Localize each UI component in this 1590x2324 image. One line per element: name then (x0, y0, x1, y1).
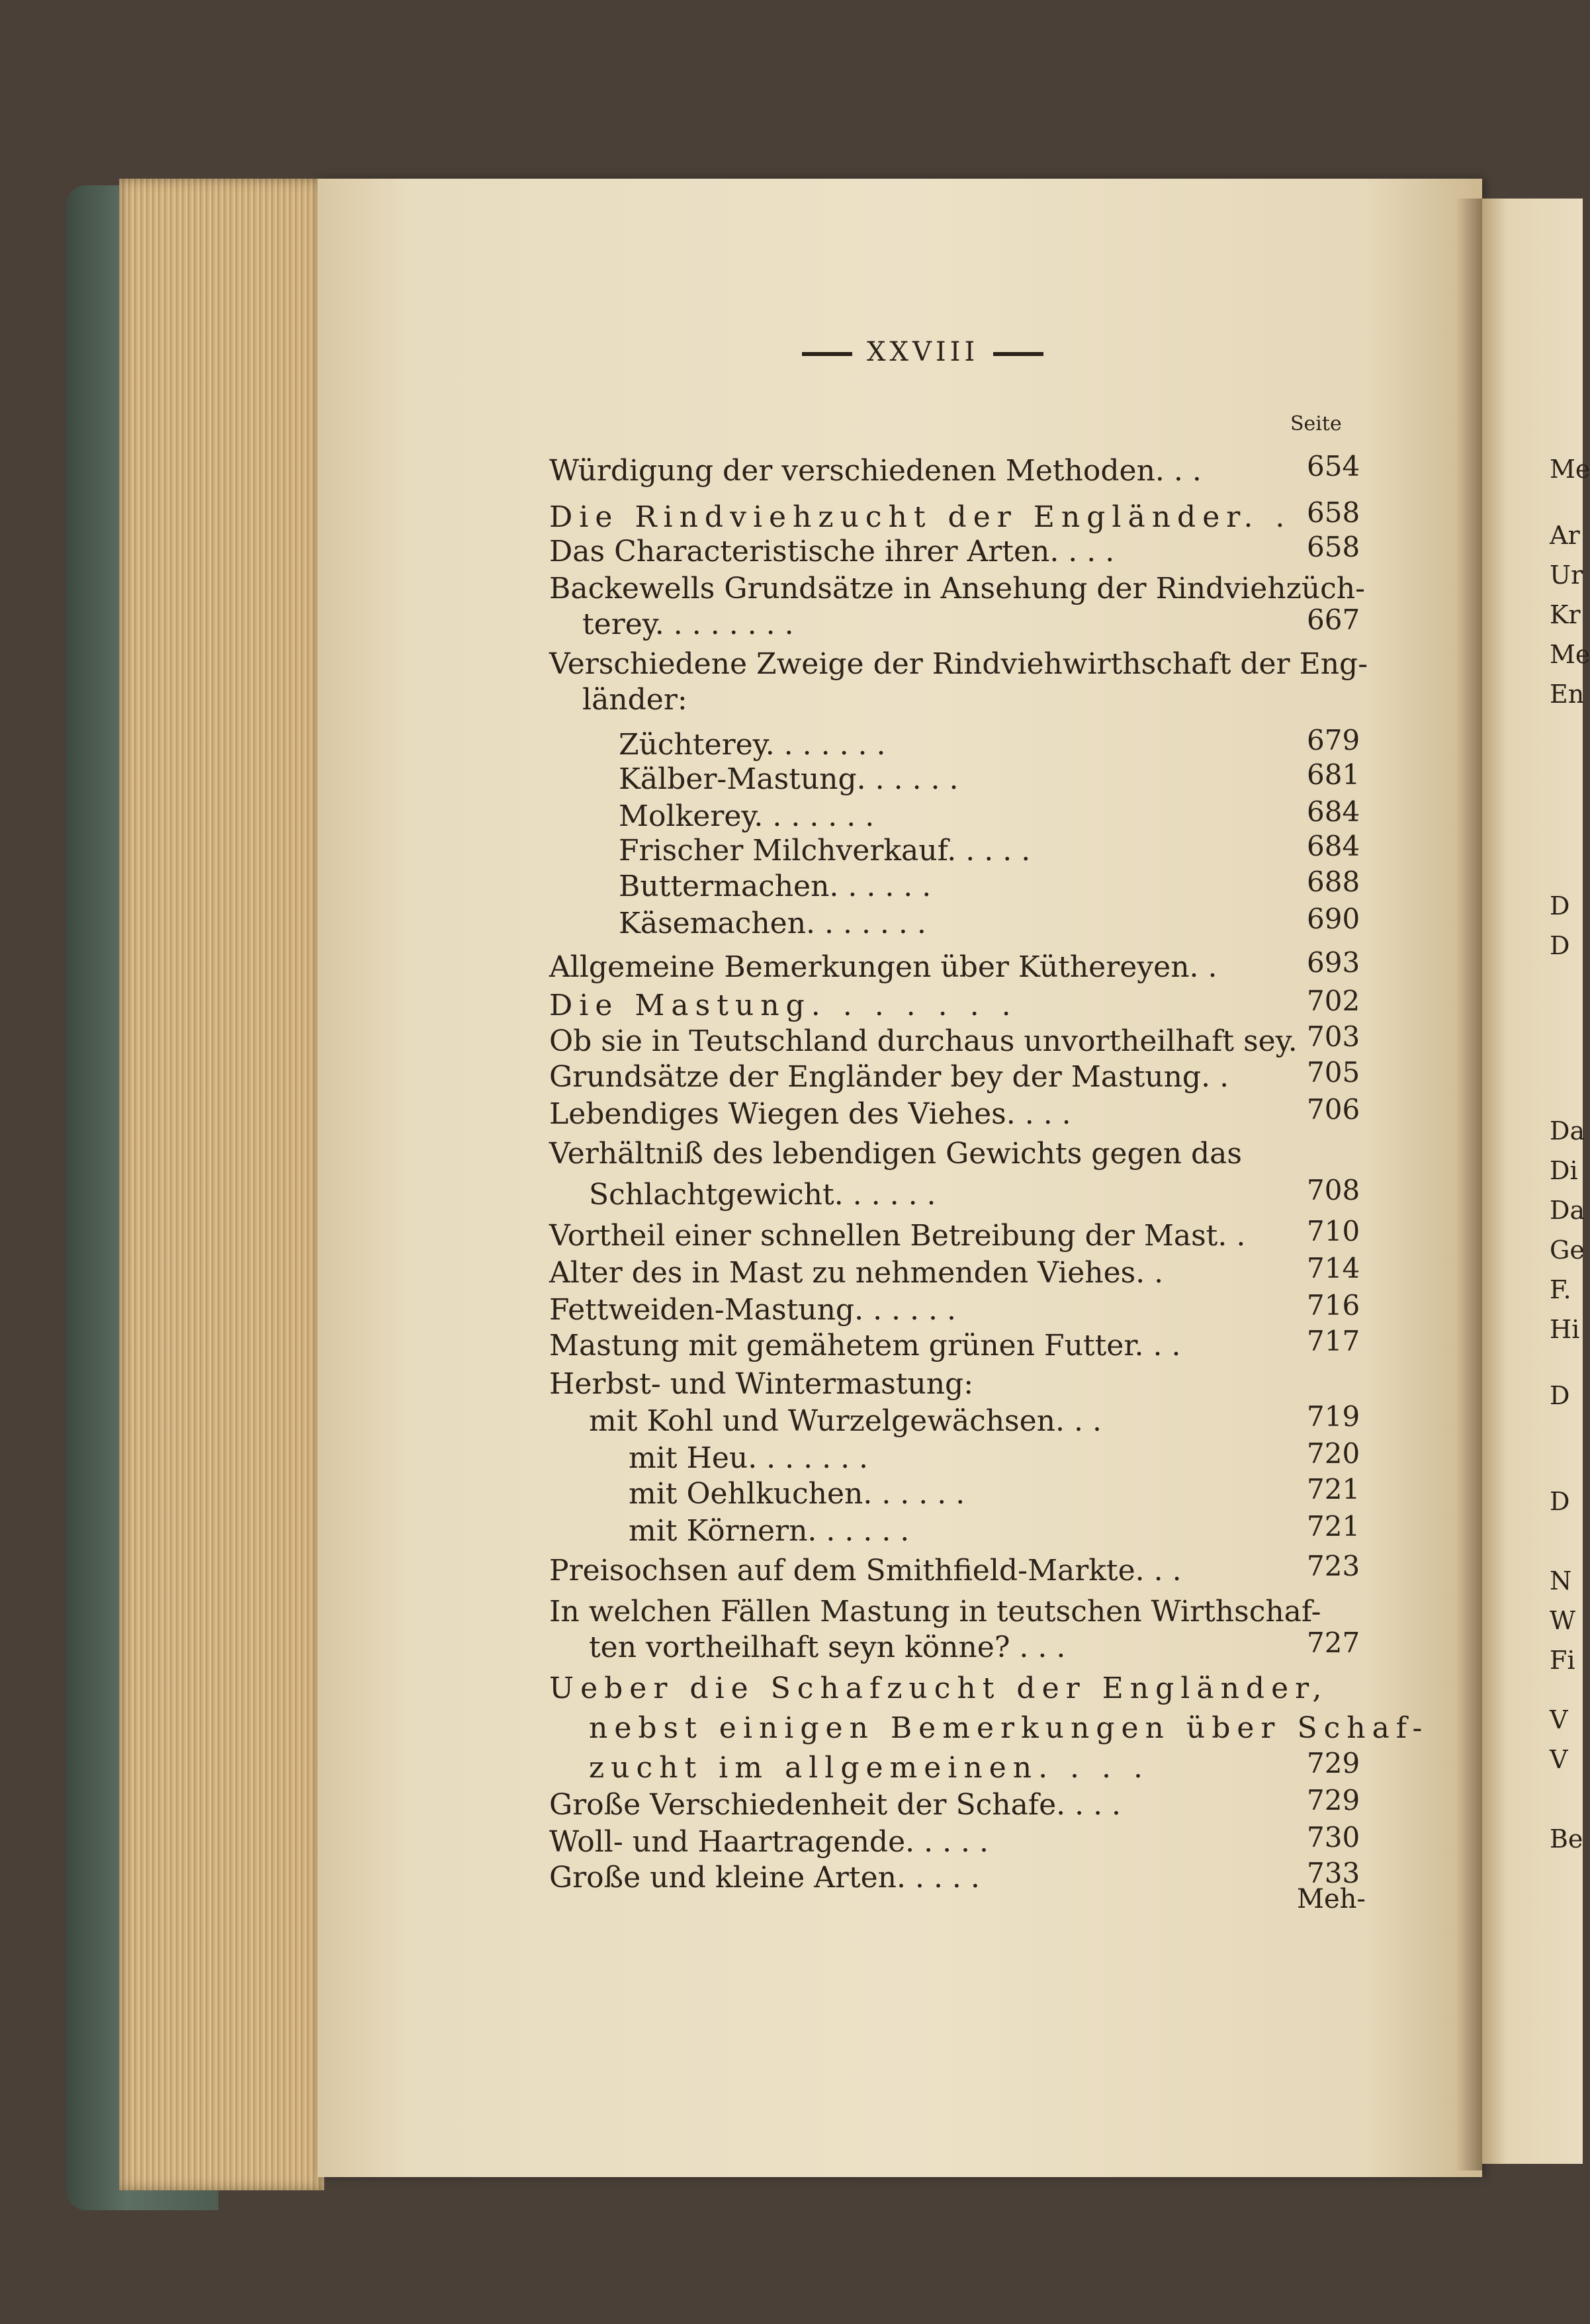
facing-page-fragment: Da (1550, 1196, 1585, 1225)
facing-page-fragment: F. (1550, 1275, 1571, 1304)
facing-page-fragment: W (1550, 1606, 1576, 1635)
toc-entry: Große Verschiedenheit der Schafe. . . . (549, 1788, 1122, 1822)
facing-page-fragment: Me (1550, 455, 1590, 484)
toc-page-number: 690 (1307, 903, 1360, 935)
toc-entry: Grundsätze der Engländer bey der Mastung. . (549, 1060, 1229, 1094)
toc-entry: Kälber-Mastung. . . . . . (619, 762, 959, 796)
facing-page-fragment: Kr (1550, 600, 1581, 629)
toc-page-number: 702 (1307, 985, 1360, 1017)
toc-entry: Ueber die Schafzucht der Engländer, (549, 1672, 1329, 1705)
facing-page-fragment: Ar (1550, 521, 1580, 550)
facing-page-fragment: V (1550, 1705, 1568, 1734)
toc-entry: Züchterey. . . . . . . (619, 728, 886, 762)
toc-page-number: 723 (1307, 1550, 1360, 1582)
facing-page-fragment: D (1550, 931, 1570, 960)
header-rule-right (993, 352, 1043, 356)
toc-entry: Schlachtgewicht. . . . . . (589, 1178, 936, 1212)
toc-entry: Mastung mit gemähetem grünen Futter. . . (549, 1329, 1181, 1363)
toc-page-number: 684 (1307, 830, 1360, 862)
toc-entry: ten vortheilhaft seyn könne? . . . (589, 1631, 1066, 1664)
facing-page-fragment: Be (1550, 1824, 1583, 1854)
toc-entry: Das Characteristische ihrer Arten. . . . (549, 535, 1115, 568)
toc-page-number: 688 (1307, 866, 1360, 898)
facing-page-fragment: Di (1550, 1156, 1578, 1185)
facing-page-fragment: V (1550, 1745, 1568, 1774)
toc-entry: Allgemeine Bemerkungen über Küthereyen. . (549, 950, 1217, 984)
toc-entry: mit Heu. . . . . . . (629, 1441, 869, 1475)
toc-entry: Lebendiges Wiegen des Viehes. . . . (549, 1097, 1071, 1131)
toc-entry: Woll- und Haartragende. . . . . (549, 1825, 989, 1859)
toc-entry: Große und kleine Arten. . . . . (549, 1861, 980, 1895)
toc-entry: terey. . . . . . . . (582, 607, 794, 641)
toc-entry: zucht im allgemeinen. . . . (589, 1751, 1149, 1785)
toc-page-number: 721 (1307, 1473, 1360, 1505)
toc-page-number: 710 (1307, 1215, 1360, 1247)
toc-page-number: 716 (1307, 1289, 1360, 1321)
toc-entry: Preisochsen auf dem Smithfield-Markte. . . (549, 1554, 1182, 1587)
toc-page-number: 721 (1307, 1510, 1360, 1542)
facing-page-fragment: Me (1550, 640, 1590, 669)
toc-page-number: 681 (1307, 758, 1360, 791)
facing-page-fragment: D (1550, 1487, 1570, 1516)
toc-page-number: 654 (1307, 450, 1360, 482)
toc-entry: Alter des in Mast zu nehmenden Viehes. . (549, 1256, 1164, 1290)
toc-page-number: 733 (1307, 1857, 1360, 1889)
toc-entry: mit Oehlkuchen. . . . . . (629, 1477, 965, 1511)
gutter-shadow (1456, 199, 1482, 2170)
toc-entry: Käsemachen. . . . . . . (619, 907, 926, 940)
toc-entry: mit Körnern. . . . . . (629, 1514, 910, 1548)
toc-page-number: 667 (1307, 603, 1360, 636)
toc-page-number: 714 (1307, 1252, 1360, 1284)
toc-page-number: 703 (1307, 1020, 1360, 1053)
page-number-roman: XXVIII (867, 337, 979, 367)
toc-entry: Würdigung der verschiedenen Methoden. . . (549, 454, 1202, 488)
toc-page-number: 679 (1307, 724, 1360, 756)
page-edges (119, 179, 324, 2190)
toc-page-number: 708 (1307, 1174, 1360, 1206)
page-header (787, 339, 1058, 365)
toc-page-number: 658 (1307, 531, 1360, 563)
toc-page-number: 729 (1307, 1747, 1360, 1779)
catchword: Meh- (1297, 1884, 1366, 1914)
toc-entry: Verschiedene Zweige der Rindviehwirthschaft der Eng- (549, 647, 1368, 681)
toc-entry: Buttermachen. . . . . . (619, 870, 932, 903)
toc-entry: Ob sie in Teutschland durchaus unvortheilhaft sey. (549, 1024, 1298, 1058)
toc-entry: Fettweiden-Mastung. . . . . . (549, 1293, 956, 1327)
toc-page-number: 693 (1307, 946, 1360, 979)
facing-page-fragment: Ur (1550, 560, 1583, 590)
facing-page-fragment: D (1550, 1381, 1570, 1410)
toc-entry: Verhältniß des lebendigen Gewichts gegen das (549, 1137, 1242, 1171)
facing-page-fragment: En (1550, 680, 1585, 709)
toc-page-number: 720 (1307, 1437, 1360, 1470)
toc-page-number: 727 (1307, 1627, 1360, 1659)
toc-entry: In welchen Fällen Mastung in teutschen Wirthschaf- (549, 1595, 1321, 1629)
toc-entry: nebst einigen Bemerkungen über Schaf- (589, 1711, 1429, 1745)
toc-page-number: 706 (1307, 1093, 1360, 1126)
toc-page-number: 684 (1307, 795, 1360, 828)
toc-entry: Molkerey. . . . . . . (619, 799, 875, 833)
toc-page-number: 717 (1307, 1325, 1360, 1357)
facing-page-fragment: Ge (1550, 1235, 1585, 1265)
header-rule-left (802, 352, 852, 356)
toc-entry: Backewells Grundsätze in Ansehung der Rindviehzüch- (549, 572, 1365, 605)
toc-entry: Herbst- und Wintermastung: (549, 1367, 974, 1401)
toc-entry: Die Rindviehzucht der Engländer. . (549, 500, 1292, 534)
column-label: Seite (1290, 412, 1342, 435)
toc-entry: mit Kohl und Wurzelgewächsen. . . (589, 1404, 1102, 1438)
toc-entry: länder: (582, 683, 687, 717)
toc-page-number: 719 (1307, 1400, 1360, 1433)
facing-page-fragment: D (1550, 891, 1570, 920)
toc-page-number: 658 (1307, 496, 1360, 529)
toc-entry: Vortheil einer schnellen Betreibung der Mast. . (549, 1219, 1246, 1253)
toc-entry: Die Mastung. . . . . . . (549, 989, 1018, 1022)
facing-page-fragment: Hi (1550, 1315, 1580, 1344)
toc-page-number: 705 (1307, 1056, 1360, 1089)
facing-page-fragment: N (1550, 1566, 1572, 1595)
facing-page-fragment: Fi (1550, 1646, 1575, 1675)
toc-page-number: 730 (1307, 1821, 1360, 1854)
facing-page-fragment: Da (1550, 1116, 1585, 1145)
toc-entry: Frischer Milchverkauf. . . . . (619, 834, 1031, 868)
toc-page-number: 729 (1307, 1784, 1360, 1816)
